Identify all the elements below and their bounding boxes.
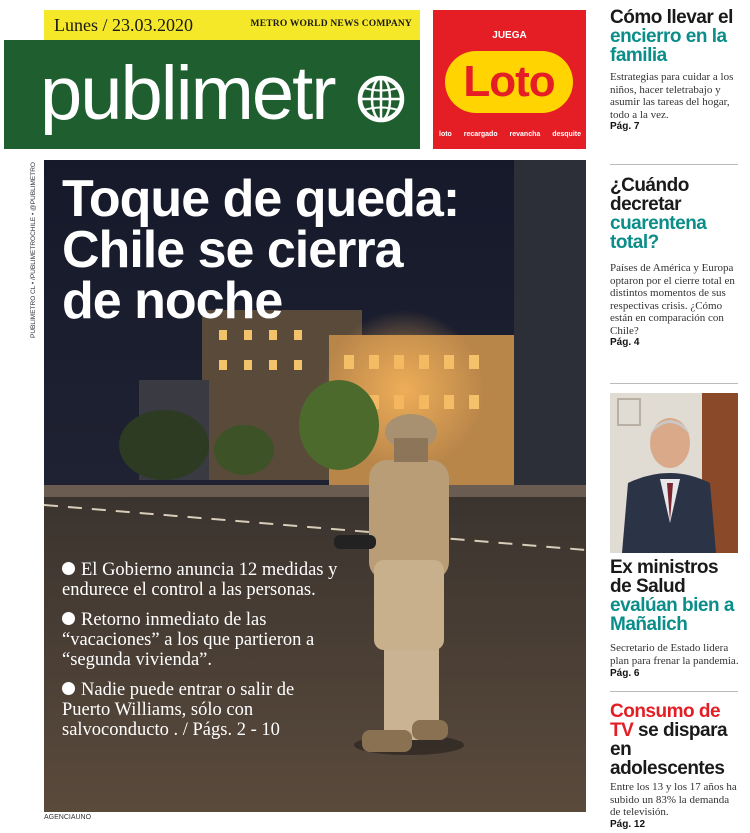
- main-headline[interactable]: [62, 170, 562, 330]
- photo-credit: AGENCIAUNO: [44, 814, 92, 821]
- bullet-dot-icon: [62, 562, 75, 575]
- headline-accent: Consumo de TV: [610, 701, 721, 741]
- loto-game-item: recargado: [463, 131, 498, 138]
- divider: [610, 691, 738, 692]
- page-reference: Pág. 7: [610, 121, 640, 132]
- headline-dark: se dispara en adolescentes: [610, 720, 728, 779]
- headline-dark: Ex ministros de Salud: [610, 557, 719, 597]
- date-bar: [44, 10, 420, 40]
- divider: [610, 383, 738, 384]
- bullet-item: [62, 610, 342, 670]
- headline-accent: cuarentena total?: [610, 213, 707, 253]
- edition-date: Lunes / 23.03.2020: [54, 15, 193, 35]
- page-reference: Pág. 6: [610, 668, 640, 679]
- headline-accent: encierro en la familia: [610, 26, 727, 66]
- bullet-dot-icon: [62, 682, 75, 695]
- divider: [610, 164, 738, 165]
- bullet-text: Nadie puede entrar o salir de Puerto Williams, sólo con salvoconducto . / Págs. 2 - 10: [62, 680, 295, 740]
- story-body: [610, 262, 740, 350]
- bullet-text: El Gobierno anuncia 12 medidas y endurece el control a las personas.: [62, 560, 338, 600]
- minister-portrait: [610, 393, 738, 553]
- headline-line: Chile se cierra: [62, 221, 403, 279]
- story-text: Estrategias para cuidar a los niños, hacer teletrabajo y asumir las tareas del hogar, todo a la vez.: [610, 71, 734, 121]
- headline-line: Toque de queda:: [62, 170, 460, 228]
- headline-line: de noche: [62, 272, 283, 330]
- headline-accent: evalúan bien a Mañalich: [610, 595, 734, 635]
- bullet-dot-icon: [62, 612, 75, 625]
- story-headline: [610, 702, 740, 778]
- sidebar-story-family[interactable]: [610, 8, 740, 134]
- masthead-logo[interactable]: [4, 40, 420, 149]
- story-body: [610, 642, 740, 681]
- story-body: [610, 71, 740, 134]
- loto-game-item: desquite: [552, 131, 581, 138]
- bullet-text: Retorno inmediato de las “vacaciones” a los que partieron a “segunda vivienda”.: [62, 610, 315, 670]
- sidebar-story-ministers[interactable]: [610, 558, 740, 681]
- social-handles: PUBLIMETRO CL • /PUBLIMETROCHILE • @PUBLIMETRO: [30, 162, 37, 338]
- page-reference: Pág. 4: [610, 337, 640, 348]
- portrait-illustration: [610, 393, 738, 553]
- company-label: METRO WORLD NEWS COMPANY: [250, 19, 412, 29]
- bullet-item: [62, 560, 342, 600]
- loto-games-row: [439, 131, 581, 138]
- story-headline: [610, 176, 740, 252]
- story-headline: [610, 558, 740, 634]
- story-headline: [610, 8, 740, 65]
- loto-logo-pill: [445, 51, 573, 113]
- cover-photo: [44, 160, 586, 812]
- headline-dark: ¿Cuándo decretar: [610, 175, 689, 215]
- social-handles-strip: [24, 160, 40, 340]
- sidebar-story-quarantine[interactable]: [610, 176, 740, 350]
- page-reference: Pág. 12: [610, 818, 646, 830]
- globe-icon: [356, 74, 406, 124]
- loto-game-item: revancha: [509, 131, 541, 138]
- logo-wordmark: publimetr: [40, 51, 335, 136]
- ad-juega-label: JUEGA: [492, 30, 527, 41]
- lead-bullets: [62, 560, 342, 750]
- story-body: [610, 781, 740, 831]
- loto-advertisement[interactable]: [433, 10, 586, 149]
- story-text: Secretario de Estado lidera plan para frenar la pandemia.: [610, 642, 739, 667]
- loto-game-item: loto: [439, 131, 452, 138]
- story-text: Países de América y Europa optaron por el cierre total en distintos momentos de sus respectivas crisis. ¿Cómo están en comparación con Chile?: [610, 262, 735, 337]
- loto-brand: Loto: [463, 57, 555, 106]
- story-text: Entre los 13 y los 17 años ha subido un 83% la demanda de televisión.: [610, 781, 737, 818]
- headline-dark: Cómo llevar el: [610, 7, 733, 28]
- bullet-item: [62, 680, 342, 740]
- sidebar-story-tv[interactable]: [610, 702, 740, 831]
